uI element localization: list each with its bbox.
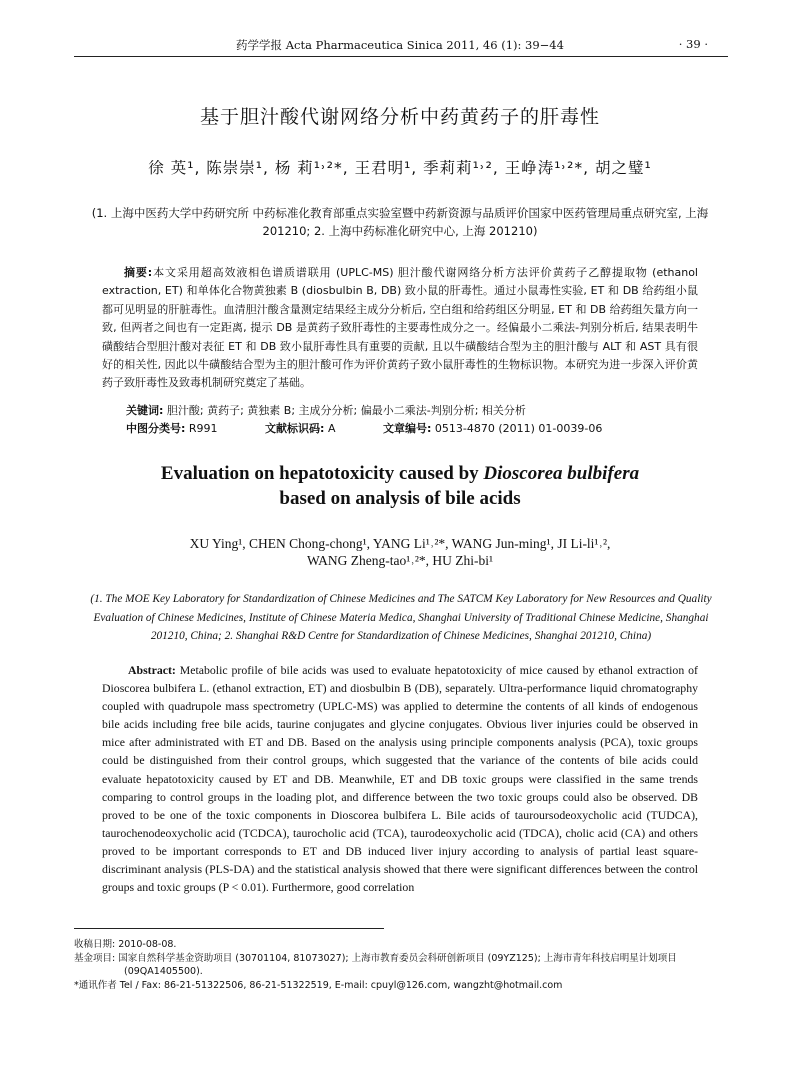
clc-number: R991 xyxy=(188,422,218,435)
english-title: Evaluation on hepatotoxicity caused by Dioscorea bulbifera based on analysis of bile acids xyxy=(160,463,640,509)
keywords-label: 关键词: xyxy=(126,404,164,417)
chinese-abstract-text: 本文采用超高效液相色谱质谱联用 (UPLC-MS) 胆汁酸代谢网络分析方法评价黄药子乙醇提取物 (ethanol extraction, ET) 和单体化合物黄独素 B (diosbulbin B, DB) 致小鼠的肝毒性。通过小鼠毒性实验, ET 和 DB 给药组小鼠都可见明显的肝脏毒性。血清胆汁酸含量测定结果经主成分分析后, 空白组和给药组区分明显, ET 和 DB 给药组矢量方向一致, 但两者之间也有一定距离, 提示 DB 是黄药子致肝毒性的主要毒性成分之一。经偏最小二乘法-判别分析后, 结果表明牛磺酸结合型胆汁酸对表征 ET 和 DB 致小鼠肝毒性具有重要的贡献, 且以牛磺酸结合型为主的胆汁酸与 ALT 和 AST 具有很好的相关性, 因此以牛磺酸结合型为主的胆汁酸可作为评价黄药子致小鼠肝毒性的生物标识物。本研究为进一步深入评价黄药子致肝毒性及致毒机制研究奠定了基础。 xyxy=(102,266,698,390)
chinese-title: 基于胆汁酸代谢网络分析中药黄药子的肝毒性 xyxy=(199,106,600,128)
funding-continued: (09QA1405500). xyxy=(124,966,203,978)
footnotes xyxy=(74,938,728,992)
document-code: A xyxy=(327,422,336,435)
footnote-rule xyxy=(74,928,384,929)
english-authors: XU Ying¹, CHEN Chong-chong¹, YANG Li¹˒²*, WANG Jun-ming¹, JI Li-li¹˒², WANG Zheng-tao¹˒²*, HU Zhi-bi¹ xyxy=(189,536,611,568)
chinese-abstract xyxy=(102,264,698,393)
classification-line: 中图分类号: R991 文献标识码: A 文章编号: 0513-4870 (2011) 01-0039-06 xyxy=(126,422,603,435)
english-abstract-text: Metabolic profile of bile acids was used to evaluate hepatotoxicity of mice caused by ethanol extraction of Dioscorea bulbifera L. (ethanol extraction, ET) and diosbulbin B (DB), separately. Ultra-performance liquid chromatography coupled with quadrupole mass spectrometry (UPLC-MS) was applied to determine the contents of all kinds of endogenous bile acids including free bile acids, taurine conjugates and glycine conjugates. Obvious liver injuries could be observed in mice after administrated with ET and DB. Based on the analysis using principle components analysis (PCA), toxic groups could be distinguished from their control groups, which suggested that the variance of the contents of bile acids could evaluate hepatotoxicity caused by ET and DB. Meanwhile, ET and DB toxic groups were classified in the same trends comparing to control groups in the loading plot, and difference between the two toxic groups could also be observed. DB proved to be one of the toxic components in Dioscorea bulbifera L. Bile acids of tauroursodeoxycholic acid (TUDCA), taurochenodeoxycholic acid (TCDCA), taurocholic acid (TCA), taurodeoxycholic acid (TDCA), cholic acid (CA) and others proved to be important corresponds to ET and DB induced liver injury according to analysis of partial least square-discriminant analysis (PLS-DA) and the statistical analysis showed that there were significant differences between the control groups and toxic groups (P < 0.01). Furthermore, good correlation xyxy=(102,663,698,895)
header-rule xyxy=(74,56,728,57)
journal-citation: 药学学报 Acta Pharmaceutica Sinica 2011, 46 (1): 39−44 xyxy=(236,38,564,52)
english-abstract xyxy=(102,661,698,896)
funding: 基金项目: 国家自然科学基金资助项目 (30701104, 81073027); 上海市教育委员会科研创新项目 (09YZ125); 上海市青年科技启明星计划项目 xyxy=(74,952,677,964)
species-name: Dioscorea bulbifera xyxy=(483,463,640,484)
english-affiliation: (1. The MOE Key Laboratory for Standardization of Chinese Medicines and The SATCM Key Laboratory for New Resources and Quality Evaluation of Chinese Medicines, Institute of Chinese Materia Medica, Shanghai University of Traditional Chinese Medicine, Shanghai 201210, China; 2. Shanghai R&D Centre for Standardization of Chinese Medicines, Shanghai 201210, China) xyxy=(90,593,712,643)
chinese-affiliation: (1. 上海中医药大学中药研究所 中药标准化教育部重点实验室暨中药新资源与品质评价国家中医药管理局重点研究室, 上海 201210; 2. 上海中药标准化研究中心, 上海 201210) xyxy=(91,206,709,238)
chinese-keywords-block xyxy=(102,402,698,438)
chinese-abstract-label: 摘要: xyxy=(124,266,153,279)
keywords-text: 胆汁酸; 黄药子; 黄独素 B; 主成分分析; 偏最小二乘法-判别分析; 相关分析 xyxy=(166,404,526,417)
correspondence: *通讯作者 Tel / Fax: 86-21-51322506, 86-21-51322519, E-mail: cpuyl@126.com, wangzht@hotmail.com xyxy=(74,979,563,991)
chinese-authors: 徐 英¹, 陈崇崇¹, 杨 莉¹˒²*, 王君明¹, 季莉莉¹˒², 王峥涛¹˒²*, 胡之璧¹ xyxy=(148,159,652,177)
page-number: · 39 · xyxy=(678,37,708,51)
article-number: 0513-4870 (2011) 01-0039-06 xyxy=(434,422,603,435)
english-abstract-label: Abstract: xyxy=(128,663,176,677)
received-date: 收稿日期: 2010-08-08. xyxy=(74,939,177,950)
